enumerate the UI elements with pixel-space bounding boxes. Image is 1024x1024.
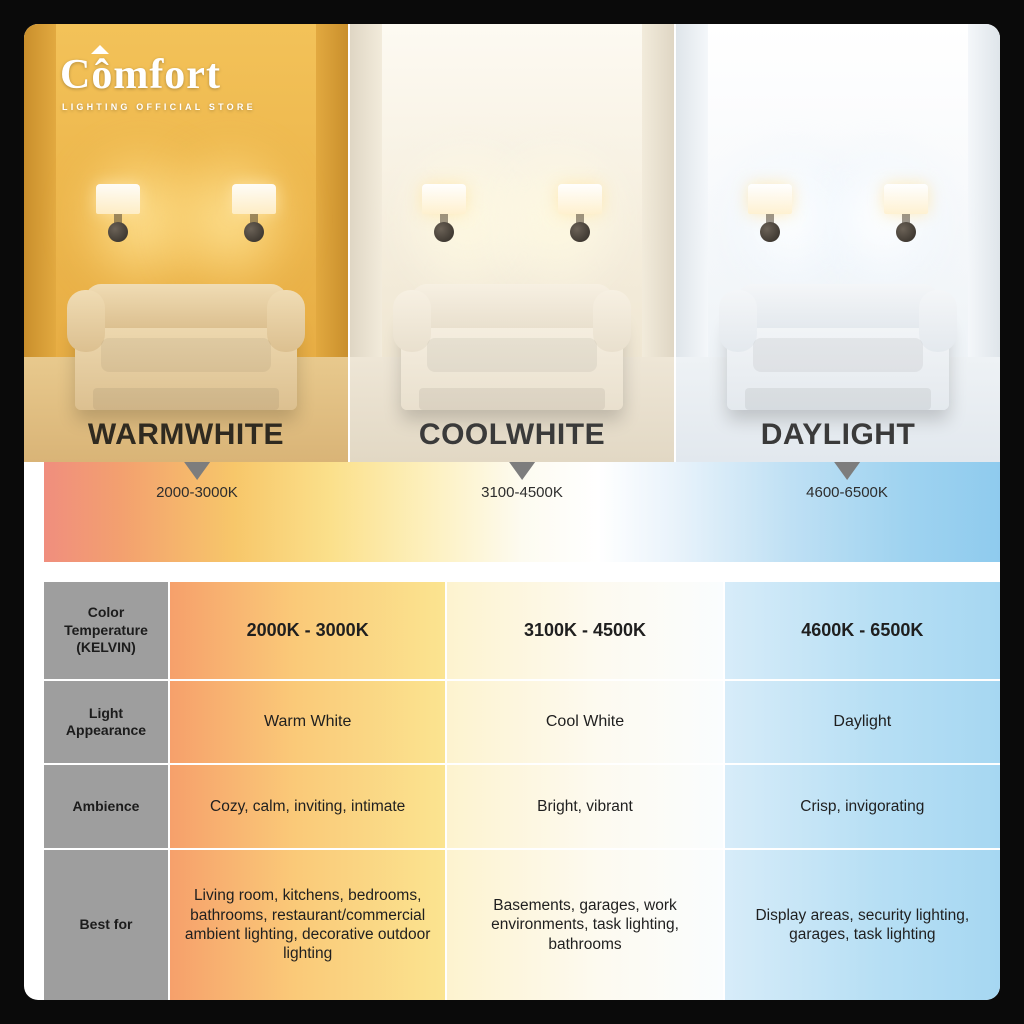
lamp-wall-plate [434,222,454,242]
sofa-illustration [401,312,623,410]
scene-comparison-strip [24,24,1000,462]
row-header-ambience [44,765,170,848]
room-illustration-cool [350,24,674,462]
sofa-seat [101,338,271,372]
sofa-arm-left [393,290,431,352]
row-header-line: Color [87,604,125,621]
sofa-back [411,284,613,328]
spectrum-marker-warmwhite [156,462,238,501]
wall-sconce-left-icon [422,184,466,246]
sofa-seat [753,338,923,372]
sofa-back [85,284,287,328]
comparison-table [44,580,1000,1000]
table-row [44,582,1000,681]
row-header-line: Appearance [65,722,147,738]
cell-daylight-ambience: Crisp, invigorating [725,765,1000,848]
cell-daylight-temperature: 4600K - 6500K [725,582,1000,679]
lamp-wall-plate [108,222,128,242]
cell-warm-temperature: 2000K - 3000K [170,582,447,679]
row-header-best-for [44,850,170,1000]
cell-daylight-appearance: Daylight [725,681,1000,763]
light-glow-right [812,144,952,294]
row-header-line: Best for [79,916,133,933]
cell-warm-ambience: Cozy, calm, inviting, intimate [170,765,447,848]
lamp-wall-plate [570,222,590,242]
scene-coolwhite [348,24,674,462]
sofa-skirt [93,388,279,410]
row-header-line: Ambience [72,797,140,814]
sofa-arm-right [593,290,631,352]
cell-cool-best-for: Basements, garages, work environments, task lighting, bathrooms [447,850,724,1000]
cell-warm-appearance: Warm White [170,681,447,763]
wall-sconce-right-icon [884,184,928,246]
lamp-wall-plate [244,222,264,242]
lamp-wall-plate [760,222,780,242]
lamp-shade [558,184,602,214]
table-row [44,681,1000,765]
spectrum-marker-daylight [806,462,888,501]
spectrum-marker-label: 2000-3000K [156,484,238,501]
scene-warmwhite [24,24,348,462]
sofa-seat [427,338,597,372]
spectrum-marker-label: 4600-6500K [806,484,888,501]
spectrum-marker-label: 3100-4500K [481,484,563,501]
spectrum-gradient-bar [44,462,1000,562]
scene-label-daylight: DAYLIGHT [760,418,916,451]
brand-tagline: LIGHTING OFFICIAL STORE [62,102,256,112]
room-illustration-daylight [676,24,1000,462]
lamp-wall-plate [896,222,916,242]
cell-cool-appearance: Cool White [447,681,724,763]
wall-sconce-left-icon [96,184,140,246]
scene-label-coolwhite: COOLWHITE [418,418,606,451]
row-header-color-temperature [44,582,170,679]
brand-name: Cômfort [60,52,221,98]
triangle-pointer-icon [184,462,210,480]
sofa-arm-left [67,290,105,352]
row-header-line: Light [88,704,124,721]
table-row [44,850,1000,1000]
lamp-shade [884,184,928,214]
wall-sconce-right-icon [232,184,276,246]
color-temperature-spectrum [24,462,1000,580]
triangle-pointer-icon [834,462,860,480]
spectrum-marker-coolwhite [481,462,563,501]
row-header-line: Temperature [64,621,148,638]
light-glow-right [486,144,626,294]
row-header-line: (KELVIN) [76,639,136,656]
lamp-shade [422,184,466,214]
scene-label-warmwhite: WARMWHITE [87,418,285,451]
house-roof-icon [91,45,109,54]
infographic-card [24,24,1000,1000]
cell-cool-temperature: 3100K - 4500K [447,582,724,679]
table-row [44,765,1000,850]
wall-sconce-left-icon [748,184,792,246]
triangle-pointer-icon [509,462,535,480]
sofa-back [737,284,939,328]
sofa-illustration [75,312,297,410]
cell-cool-ambience: Bright, vibrant [447,765,724,848]
sofa-skirt [419,388,605,410]
brand-logo [60,54,256,112]
scene-daylight [674,24,1000,462]
lamp-shade [232,184,276,214]
lamp-shade [748,184,792,214]
sofa-arm-right [267,290,305,352]
cell-daylight-best-for: Display areas, security lighting, garages, task lighting [725,850,1000,1000]
sofa-illustration [727,312,949,410]
row-header-light-appearance [44,681,170,763]
cell-warm-best-for: Living room, kitchens, bedrooms, bathrooms, restaurant/commercial ambient lighting, decorative outdoor lighting [170,850,447,1000]
sofa-arm-left [719,290,757,352]
light-glow-right [160,144,300,294]
wall-sconce-right-icon [558,184,602,246]
sofa-skirt [745,388,931,410]
lamp-shade [96,184,140,214]
sofa-arm-right [919,290,957,352]
